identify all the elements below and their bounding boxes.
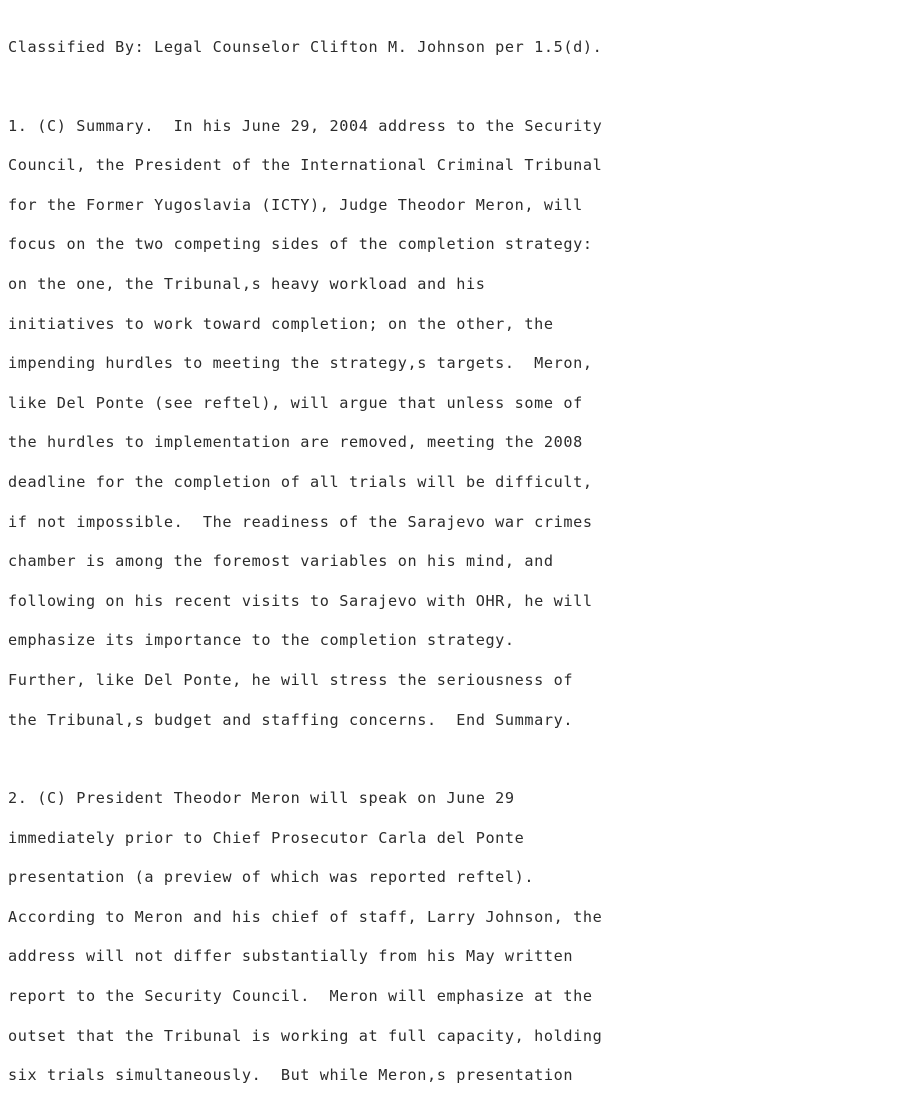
text-line: According to Meron and his chief of staff, Larry Johnson, the [8,907,603,926]
classification-paragraph [8,28,870,68]
paragraph-1 [8,107,870,741]
text-line: 1. (C) Summary. In his June 29, 2004 address to the Security [8,116,603,135]
text-line: deadline for the completion of all trials will be difficult, [8,472,593,491]
text-line: if not impossible. The readiness of the Sarajevo war crimes [8,512,593,531]
text-line: initiatives to work toward completion; on the other, the [8,314,554,333]
text-line: address will not differ substantially from his May written [8,947,574,966]
text-line: impending hurdles to meeting the strategy,s targets. Meron, [8,354,593,373]
text-line: like Del Ponte (see reftel), will argue that unless some of [8,393,583,412]
text-line: outset that the Tribunal is working at full capacity, holding [8,1026,603,1045]
text-line: six trials simultaneously. But while Meron,s presentation [8,1066,574,1085]
text-line: following on his recent visits to Sarajevo with OHR, he will [8,591,593,610]
text-line: the Tribunal,s budget and staffing concerns. End Summary. [8,710,574,729]
paragraph-2 [8,779,870,1096]
text-line: focus on the two competing sides of the completion strategy: [8,235,593,254]
document-body [8,28,870,1096]
text-line: Classified By: Legal Counselor Clifton M. Johnson per 1.5(d). [8,38,603,56]
text-line: emphasize its importance to the completion strategy. [8,631,515,650]
text-line: immediately prior to Chief Prosecutor Carla del Ponte [8,828,525,847]
text-line: presentation (a preview of which was reported reftel). [8,868,535,887]
text-line: for the Former Yugoslavia (ICTY), Judge Theodor Meron, will [8,195,583,214]
text-line: chamber is among the foremost variables on his mind, and [8,552,554,571]
text-line: the hurdles to implementation are removed, meeting the 2008 [8,433,583,452]
text-line: Council, the President of the International Criminal Tribunal [8,156,603,175]
text-line: 2. (C) President Theodor Meron will speak on June 29 [8,789,515,808]
text-line: Further, like Del Ponte, he will stress the seriousness of [8,670,574,689]
text-line: report to the Security Council. Meron will emphasize at the [8,987,593,1006]
text-line: on the one, the Tribunal,s heavy workload and his [8,274,486,293]
